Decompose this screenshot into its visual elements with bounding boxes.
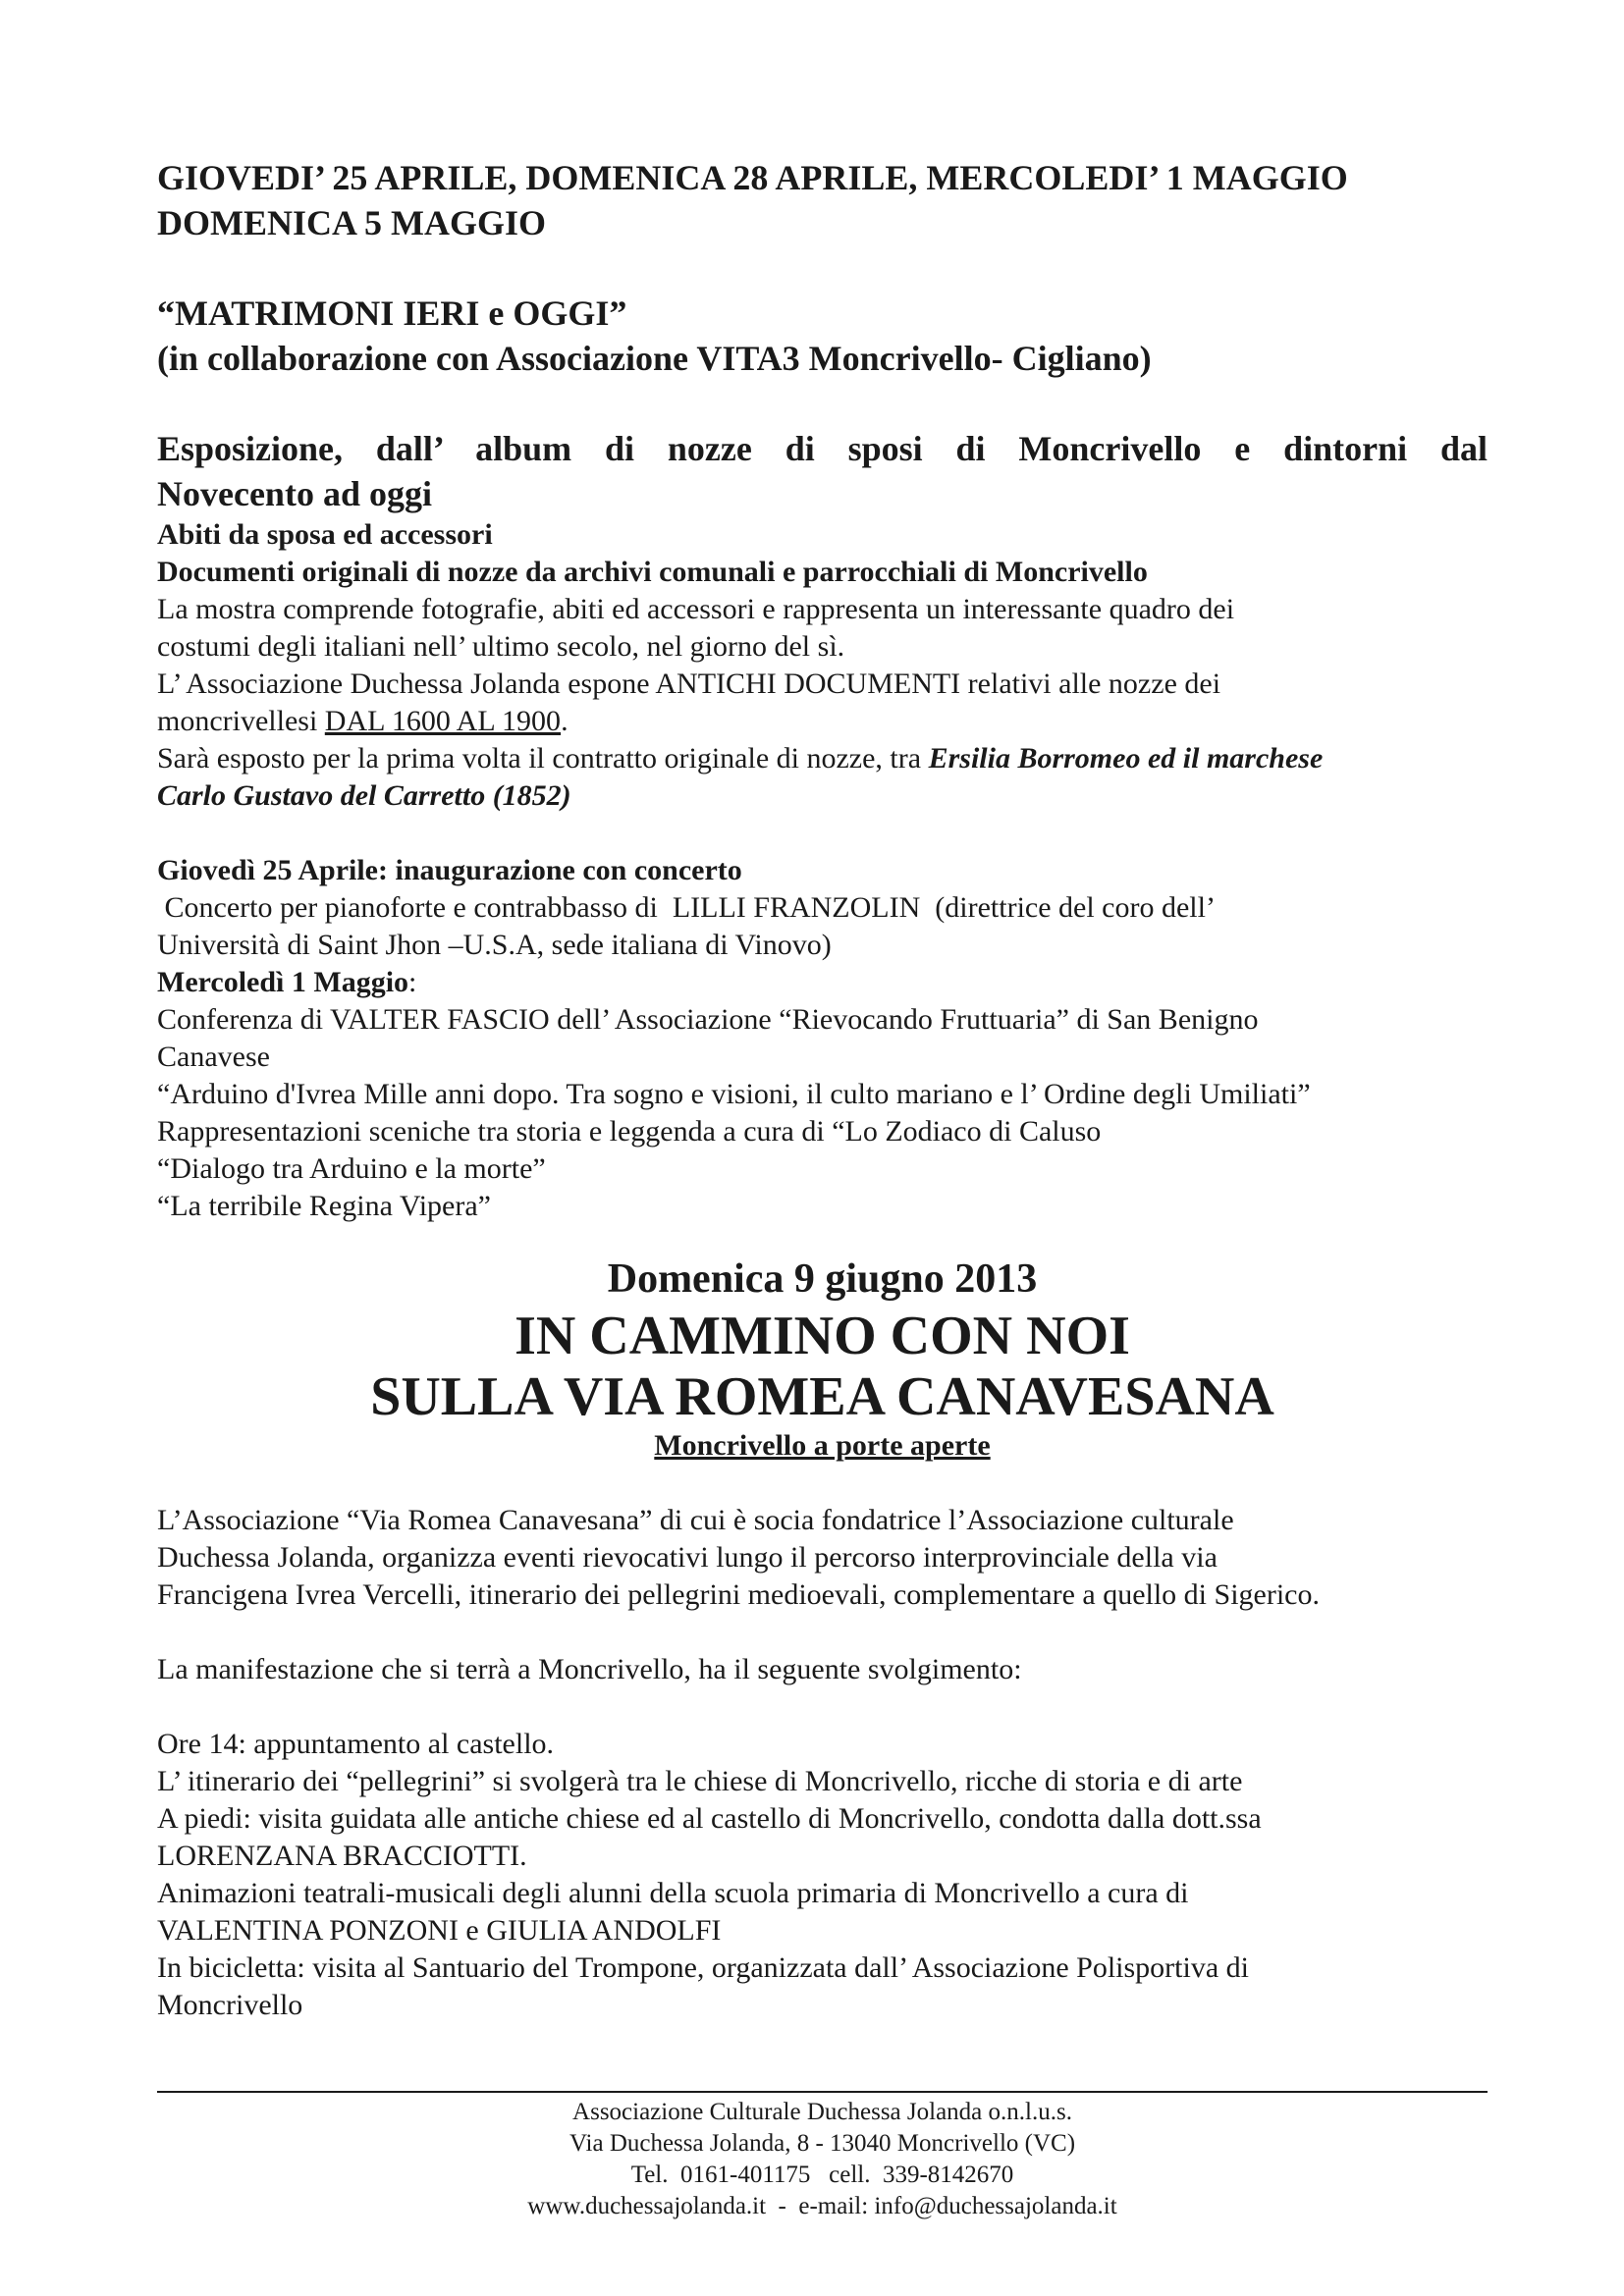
events-section [157,852,1488,1225]
exhibit-body-line-4 [157,703,1488,740]
footer-divider [157,2091,1488,2093]
event-may1-colon: : [408,966,417,998]
june-event-title-line-1: IN CAMMINO CON NOI [514,1306,1130,1366]
exhibit-date-range: DAL 1600 AL 1900 [324,705,562,737]
event-apr25-line-2: Università di Saint Jhon –U.S.A, sede italiana di Vinovo) [157,929,832,961]
june-intro-line-2: Duchessa Jolanda, organizza eventi rievocativi lungo il percorso interprovinciale della via [157,1541,1218,1574]
exhibit-body-line-4-post: . [561,705,568,737]
event-may1-line-5: “Dialogo tra Arduino e la morte” [157,1152,546,1185]
event-apr25-line-1: Concerto per pianoforte e contrabbasso di LILLI FRANZOLIN (direttrice del coro dell’ [157,891,1216,924]
june-event-header [157,1253,1488,1465]
june-intro-line-3: Francigena Ivrea Vercelli, itinerario dei pellegrini medioevali, complementare a quello di Sigerico. [157,1578,1320,1611]
exhibit-description-line-1: Esposizione, dall’ album di nozze di sposi di Moncrivello e dintorni dal [157,429,1488,468]
event-may1-line-2: Canavese [157,1041,270,1073]
document-body [157,155,1488,2024]
exhibit-contract-names: Ersilia Borromeo ed il marchese [928,742,1324,774]
june-program-line-5: Animazioni teatrali-musicali degli alunni della scuola primaria di Moncrivello a cura di [157,1877,1189,1909]
dates-heading [157,155,1488,245]
june-program-intro: La manifestazione che si terrà a Moncrivello, ha il seguente svolgimento: [157,1653,1022,1685]
june-program-line-6: VALENTINA PONZONI e GIULIA ANDOLFI [157,1914,722,1947]
june-program-line-2: L’ itinerario dei “pellegrini” si svolgerà tra le chiese di Moncrivello, ricche di storia e di arte [157,1765,1243,1797]
exhibit-body-line-4-pre: moncrivellesi [157,705,325,737]
event-apr25-title: Giovedì 25 Aprile: inaugurazione con concerto [157,854,742,886]
exhibit-section [157,291,1488,815]
event-may1-line-3: “Arduino d'Ivrea Mille anni dopo. Tra sogno e visioni, il culto mariano e l’ Ordine degli Umiliati” [157,1078,1311,1110]
june-event-body [157,1502,1488,2024]
june-program-line-3: A piedi: visita guidata alle antiche chiese ed al castello di Moncrivello, condotta dalla dott.ssa [157,1802,1262,1835]
june-program-line-4: LORENZANA BRACCIOTTI. [157,1840,527,1872]
event-may1-title: Mercoledì 1 Maggio [157,966,409,998]
exhibit-body-line-1: La mostra comprende fotografie, abiti ed accessori e rappresenta un interessante quadro dei [157,593,1235,625]
footer-web-email: www.duchessajolanda.it - e-mail: info@duchessajolanda.it [527,2193,1117,2219]
exhibit-body-line-5-pre: Sarà esposto per la prima volta il contratto originale di nozze, tra [157,742,929,774]
exhibit-description-line-2: Novecento ad oggi [157,474,432,513]
exhibit-title: “MATRIMONI IERI e OGGI” [157,294,627,333]
event-may1-title-row [157,964,1488,1001]
exhibit-body-line-6: Carlo Gustavo del Carretto (1852) [157,779,571,812]
june-program-line-8: Moncrivello [157,1989,303,2021]
june-program-line-1: Ore 14: appuntamento al castello. [157,1728,555,1760]
exhibit-collaboration: (in collaborazione con Associazione VITA3 Moncrivello- Cigliano) [157,339,1152,378]
dates-heading-line-2: DOMENICA 5 MAGGIO [157,203,546,242]
june-intro-line-1: L’Associazione “Via Romea Canavesana” di cui è socia fondatrice l’Associazione culturale [157,1504,1234,1536]
exhibit-item-documents: Documenti originali di nozze da archivi comunali e parrocchiali di Moncrivello [157,556,1148,588]
exhibit-item-dresses: Abiti da sposa ed accessori [157,518,493,551]
event-may1-line-6: “La terribile Regina Vipera” [157,1190,491,1222]
exhibit-body-line-3: L’ Associazione Duchessa Jolanda espone ANTICHI DOCUMENTI relativi alle nozze dei [157,667,1221,700]
dates-heading-line-1: GIOVEDI’ 25 APRILE, DOMENICA 28 APRILE, MERCOLEDI’ 1 MAGGIO [157,158,1348,197]
event-may1-line-1: Conferenza di VALTER FASCIO dell’ Associazione “Rievocando Fruttuaria” di San Benigno [157,1003,1259,1036]
exhibit-body-line-2: costumi degli italiani nell’ ultimo secolo, nel giorno del sì. [157,630,845,663]
footer-address: Via Duchessa Jolanda, 8 - 13040 Moncrivello (VC) [568,2130,1076,2157]
june-event-date: Domenica 9 giugno 2013 [607,1256,1038,1302]
june-event-title-line-2: SULLA VIA ROMEA CANAVESANA [370,1366,1274,1427]
event-may1-line-4: Rappresentazioni sceniche tra storia e leggenda a cura di “Lo Zodiaco di Caluso [157,1115,1102,1148]
june-program-line-7: In bicicletta: visita al Santuario del Trompone, organizzata dall’ Associazione Polisportiva di [157,1951,1249,1984]
june-event-subtitle: Moncrivello a porte aperte [654,1429,991,1462]
footer [157,2097,1488,2222]
exhibit-body-line-5 [157,740,1488,777]
footer-phone: Tel. 0161-401175 cell. 339-8142670 [630,2162,1014,2188]
footer-association-name: Associazione Culturale Duchessa Jolanda o.n.l.u.s. [572,2099,1072,2125]
